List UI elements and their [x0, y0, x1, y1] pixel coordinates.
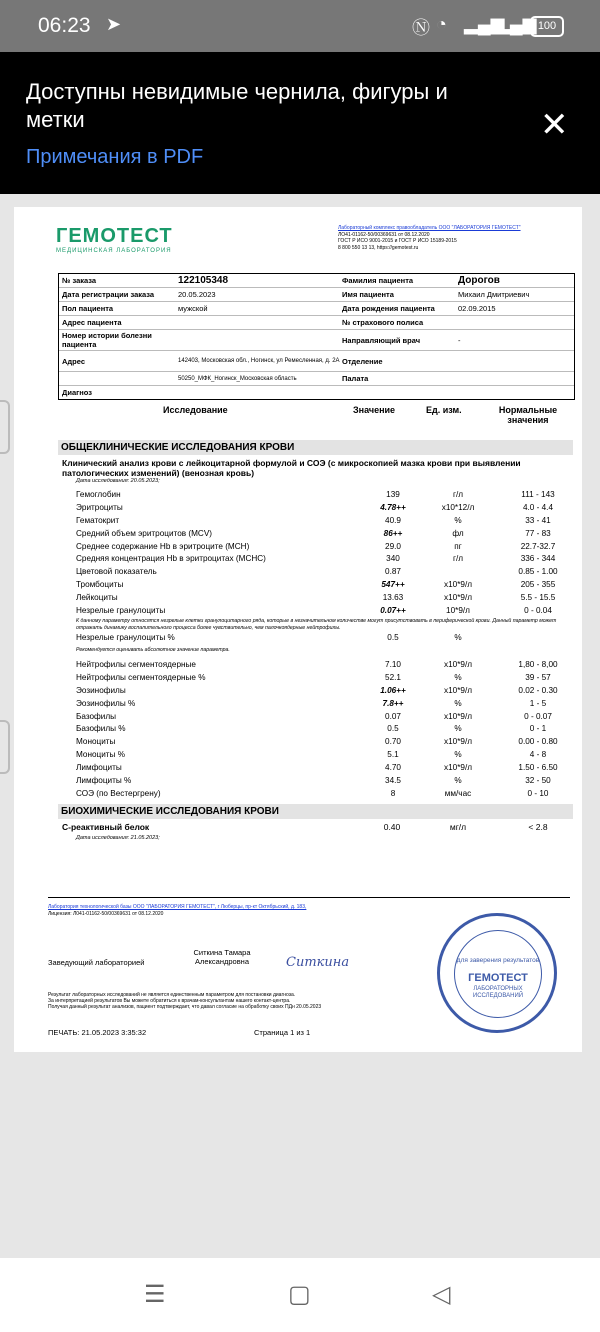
signal2-icon: ▂▄▆ — [496, 14, 537, 34]
result-row: Лимфоциты 4.70 x10*9/л 1.50 - 6.50 — [76, 763, 558, 773]
disclaimer: Результат лабораторных исследований не является единственным параметром для постановки диагноза. За интерпретацией результатов Вы можете обратиться к врачам-консультантам нашего контакт-центра. Получая данный результат анализов, пациент подтверждает, что давал согласие на обработку своих ПДн 20.05.2023 — [48, 992, 322, 1010]
navigation-bar — [0, 1258, 600, 1332]
telegram-icon: ➤ — [106, 14, 122, 34]
result-row: Лимфоциты % 34.5 % 32 - 50 — [76, 776, 551, 786]
logo: ГЕМОТЕСТ МЕДИЦИНСКАЯ ЛАБОРАТОРИЯ — [56, 225, 173, 254]
clock: 06:23 — [38, 14, 91, 37]
result-row: Нейтрофилы сегментоядерные 7.10 x10*9/л 1,80 - 8,00 — [76, 660, 558, 669]
results-table-b — [58, 659, 573, 801]
result-row: Эозинофилы 1.06++ x10*9/л 0.02 - 0.30 — [76, 685, 558, 695]
pdf-notice-banner — [0, 52, 600, 194]
result-row: Среднее содержание Hb в эритроците (MCH) 29.0 пг 22.7-32.7 — [76, 541, 556, 551]
note: К данному параметру относятся незрелые клетки гранулоцитарного ряда, которые в незначительном количестве могут присутствовать в периферической крови. Данный параметр может отражать динамику воспалительного процесса более чувствительно, чем палочкоядерные нейтрофилы. — [76, 618, 557, 631]
result-row: Лейкоциты 13.63 x10*9/л 5.5 - 15.5 — [76, 593, 556, 603]
analysis-date: Дата исследования: 20.05.2023; — [76, 478, 160, 484]
analysis-title: Клинический анализ крови с лейкоцитарной формулой и СОЭ (с микроскопией мазка крови при выявлении патологических изменений) (венозная кровь) — [62, 458, 521, 478]
edge-tab[interactable] — [0, 720, 10, 774]
analysis-date: Дата исследования: 21.05.2023; — [76, 835, 160, 841]
results-row: Незрелые гранулоциты % 0.5 % — [76, 633, 462, 642]
status-bar — [0, 0, 600, 52]
banner-message: Доступны невидимые чернила, фигуры и метки — [26, 79, 448, 132]
divider — [48, 897, 570, 898]
page-number: Страница 1 из 1 — [254, 1028, 311, 1037]
home-icon[interactable]: ▢ — [288, 1281, 311, 1308]
result-row: Гемоглобин 139 г/л 111 - 143 — [76, 490, 555, 499]
result-row: Базофилы 0.07 x10*9/л 0 - 0.07 — [76, 711, 552, 721]
result-row: Тромбоциты 547++ x10*9/л 205 - 355 — [76, 580, 556, 590]
lab-stamp: для заверения результатов ГЕМОТЕСТ ЛАБОРАТОРНЫХ ИССЛЕДОВАНИЙ — [437, 913, 557, 1033]
head-name: Ситкина Тамара Александровна — [193, 948, 251, 966]
result-row: Моноциты % 5.1 % 4 - 8 — [76, 750, 547, 760]
section-title: БИОХИМИЧЕСКИЕ ИССЛЕДОВАНИЯ КРОВИ — [58, 804, 573, 819]
battery-icon: 100 — [530, 16, 564, 37]
patient-header-table: № заказа 122105348 Фамилия пациента Дорогов Дата регистрации заказа 20.05.2023 Имя пациента Михаил Дмитриевич Пол пациента мужской Дата рождения пациента 02.09.2015 Адрес пациента № страхового полиса Номер истории болезни пациента Направляющий врач - Адрес 142403, Московская обл., Ногинск, ул Ремесленная, д. 2А Отделение 50250_МФК_Ногинск_Московская область Палата Диагноз — [58, 273, 575, 400]
result-row: Базофилы % 0.5 % 0 - 1 — [76, 724, 547, 734]
result-row: Цветовой показатель 0.87 0.85 - 1.00 — [76, 567, 558, 577]
result-row: Моноциты 0.70 x10*9/л 0.00 - 0.80 — [76, 737, 558, 747]
result-row: Незрелые гранулоциты 0.07++ 10*9/л 0 - 0.04 — [76, 606, 552, 616]
nfc-icon: Ⓝ — [412, 18, 430, 38]
result-row: Эритроциты 4.78++ x10*12/л 4.0 - 4.4 — [76, 502, 554, 512]
close-icon[interactable]: ✕ — [540, 106, 569, 144]
result-row: Эозинофилы % 7.8++ % 1 - 5 — [76, 698, 547, 708]
result-row: Средний объем эритроцитов (MCV) 86++ фл 77 - 83 — [76, 528, 551, 538]
edge-tab[interactable] — [0, 400, 10, 454]
section-title: ОБЩЕКЛИНИЧЕСКИЕ ИССЛЕДОВАНИЯ КРОВИ — [58, 440, 573, 455]
note: Рекомендуется оценивать абсолютное значение параметра. — [76, 647, 230, 653]
print-date: ПЕЧАТЬ: 21.05.2023 3:35:32 — [48, 1028, 147, 1037]
lab-info: Лабораторный комплекс правообладатель ООО "ЛАБОРАТОРИЯ ГЕМОТЕСТ" ЛО41-01162-50/00369631 от 08.12.2020 ГОСТ Р ИСО 9001-2015 и ГОСТ Р ИСО 15189-2015 8 800 550 13 13, https://gemotest.ru — [338, 225, 521, 251]
results-table-a — [58, 489, 573, 618]
result-row: Гематокрит 40.9 % 33 - 41 — [76, 515, 551, 525]
back-icon[interactable]: ◁ — [432, 1281, 451, 1308]
result-row: СОЭ (по Вестергрену) 8 мм/час 0 - 10 — [76, 788, 549, 798]
menu-icon[interactable]: ☰ — [144, 1281, 166, 1308]
wifi-icon: ◔ — [436, 14, 447, 34]
result-row: Средняя концентрация Hb в эритроцитах (MCHC) 340 г/л 336 - 344 — [76, 554, 556, 564]
signal-icon: ▂▄▆ — [464, 14, 505, 34]
signature: Ситкина — [286, 955, 350, 970]
pdf-notes-link[interactable]: Примечания в PDF — [26, 146, 204, 168]
pdf-page: ГЕМОТЕСТ МЕДИЦИНСКАЯ ЛАБОРАТОРИЯ Лабораторный комплекс правообладатель ООО "ЛАБОРАТОРИЯ ГЕМОТЕСТ" ЛО41-01162-50/00369631 от 08.12.2020 ГОСТ Р ИСО 9001-2015 и ГОСТ Р ИСО 15189-2015 8 800 550 13 13, https://gemotest.ru № заказа 122105348 Фамилия пациента Дорогов Дата регистрации заказа 20.05.2023 Имя пациента Михаил Дмитриевич Пол пациента мужской Дата рождения пациента 02.09.2015 Адрес пациента № страхового полиса Номер истории болезни пациента Направляющий врач - Адрес 142403, Московская обл., Ногинск, ул Ремесленная, д. 2А Отделение 50250_МФК_Ногинск_Московская область Палата Диагноз Исследование Значение Ед. изм. Нормальные значения ОБЩЕКЛИНИЧЕСКИЕ ИССЛЕДОВАНИЯ КРОВИ Клинический анализ крови с лейкоцитарной формулой и СОЭ (с микроскопией мазка крови при выявлении патологических изменений) (венозная кровь) Дата исследования: 20.05.2023; Гемоглобин 139 г/л 111 - 143 Эритроциты 4.78++ x10*12/л 4.0 - 4.4 Гематокрит 40.9 % 33 - 41 Средний объем эритроцитов (MCV) 86++ фл 77 - 83 Среднее содержание Hb в эритроците (MCH) 29.0 пг 22.7-32.7 Средняя концентрация Hb в эритроцитах (MCHC) 340 г/л 336 - 344 Цветовой показатель 0.87 0.85 - 1.00 Тромбоциты 547++ x10*9/л 205 - 355 Лейкоциты 13.63 x10*9/л 5.5 - 15.5 Незрелые гранулоциты 0.07++ 10*9/л 0 - 0.04 К данному параметру относятся незрелые клетки гранулоцитарного ряда, которые в незначительном количестве могут присутствовать в периферической крови. Данный параметр может отражать динамику воспалительного процесса более чувствительно, чем палочкоядерные нейтрофилы. Незрелые гранулоциты % 0.5 % Рекомендуется оценивать абсолютное значение параметра. Нейтрофилы сегментоядерные 7.10 x10*9/л 1,80 - 8,00 Нейтрофилы сегментоядерные % 52.1 % 39 - 57 Эозинофилы 1.06++ x10*9/л 0.02 - 0.30 Эозинофилы % 7.8++ % 1 - 5 Базофилы 0.07 x10*9/л 0 - 0.07 Базофилы % 0.5 % 0 - 1 Моноциты 0.70 x10*9/л 0.00 - 0.80 Моноциты % 5.1 % 4 - 8 Лимфоциты 4.70 x10*9/л 1.50 - 6.50 Лимфоциты % 34.5 % 32 - 50 СОЭ (по Вестергрену) 8 мм/час 0 - 10 БИОХИМИЧЕСКИЕ ИССЛЕДОВАНИЯ КРОВИ С-реактивный белок 0.40 мг/л < 2.8 Дата исследования: 21.05.2023; Лаборатория технологической базы ООО "ЛАБОРАТОРИЯ ГЕМОТЕСТ", г Люберцы, пр-кт Октябрьский, д. 183, Лицензия: Л041-01162-50/00369631 от 08.12.2020 Заведующий лабораторией Ситкина Тамара Александровна Ситкина Результат лабораторных исследований не является единственным параметром для постановки диагноза. За интерпретацией результатов Вы можете обратиться к врачам-консультантам нашего контакт-центра. Получая данный результат анализов, пациент подтверждает, что давал согласие на обработку своих ПДн 20.05.2023 для заверения результатов ГЕМОТЕСТ ЛАБОРАТОРНЫХ ИССЛЕДОВАНИЙ ПЕЧАТЬ: 21.05.2023 3:35:32 Страница 1 из 1 — [14, 207, 582, 1052]
result-row: Нейтрофилы сегментоядерные % 52.1 % 39 - 57 — [76, 672, 551, 682]
footer-info: Лаборатория технологической базы ООО "ЛАБОРАТОРИЯ ГЕМОТЕСТ", г Люберцы, пр-кт Октябрьский, д. 183, Лицензия: Л041-01162-50/00369631 от 08.12.2020 — [48, 904, 307, 917]
head-label: Заведующий лабораторией — [48, 958, 145, 967]
